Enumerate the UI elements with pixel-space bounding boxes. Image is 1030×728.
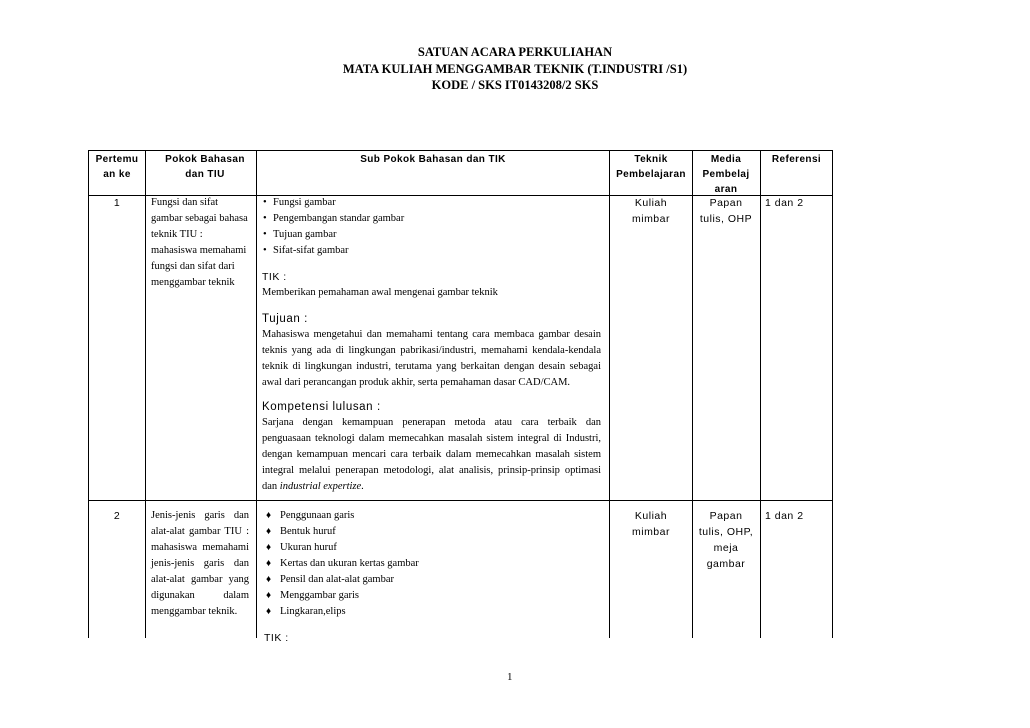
- row-1-media: Papan tulis, OHP: [699, 197, 753, 225]
- row-2-pokok: Jenis-jenis garis dan alat-alat gambar TIU : mahasiswa memahami jenis-jenis garis dan alat-alat gambar yang digunakan dalam menggambar teknik.: [151, 510, 249, 617]
- list-item: ♦ Ukuran huruf: [266, 540, 601, 556]
- list-item: ♦ Menggambar garis: [266, 588, 601, 604]
- list-item: ♦ Bentuk huruf: [266, 524, 601, 540]
- row-1-teknik: Kuliah mimbar: [631, 197, 670, 225]
- row-2-media: Papan tulis, OHP, meja gambar: [698, 510, 754, 570]
- list-item: • Tujuan gambar: [262, 227, 601, 243]
- row-1-kompetensi-text: Sarjana dengan kemampuan penerapan metoda atau cara terbaik dan penguasaan teknologi dalam memecahkan masalah sistem integral di Industri, dengan kemampuan mencari cara terbaik dalam memecahkan masalah sistem integral melalui penerapan metodologi, alat analisis, prinsip-prinsip optimasi dan industrial expertize.: [262, 417, 601, 492]
- row-1-number: 1: [113, 197, 121, 209]
- header-media: Media Pembelaj aran: [702, 154, 750, 195]
- list-item: ♦ Penggunaan garis: [266, 508, 601, 524]
- row-1-tujuan-text: Mahasiswa mengetahui dan memahami tentang cara membaca gambar desain teknis yang ada di lingkungan pabrikasi/industri, memahami kendala-kendala teknik di lingkungan industri, terutama yang berkaitan dengan desain sebagai awal dari perancangan produk akhir, serta pemahaman dasar CAD/CAM.: [262, 329, 601, 388]
- header-pertemuan: Pertemu an ke: [95, 154, 139, 180]
- row-1-tujuan-label: Tujuan :: [262, 313, 308, 325]
- row-2-number: 2: [113, 510, 121, 522]
- header-teknik: Teknik Pembelajaran: [616, 154, 686, 180]
- page-number: 1: [507, 671, 513, 683]
- document-title: SATUAN ACARA PERKULIAHAN: [417, 45, 613, 59]
- row-1-kompetensi-label: Kompetensi lulusan :: [262, 401, 381, 413]
- course-code: KODE / SKS IT0143208/2 SKS: [431, 78, 599, 92]
- row-2-referensi: 1 dan 2: [765, 510, 804, 522]
- row-1-tik-label: TIK :: [262, 271, 287, 283]
- row-1-sub-list: [262, 195, 601, 259]
- list-item: ♦ Lingkaran,elips: [266, 604, 601, 620]
- list-item: • Pengembangan standar gambar: [262, 211, 601, 227]
- row-2-teknik: Kuliah mimbar: [631, 510, 670, 538]
- row-2-sub: [264, 508, 601, 646]
- row-1-pokok: Fungsi dan sifat gambar sebagai bahasa teknik TIU : mahasiswa memahami fungsi dan sifat dari menggambar teknik: [151, 197, 248, 288]
- row-2-tik-label: TIK :: [264, 632, 289, 644]
- list-item: • Fungsi gambar: [262, 195, 601, 211]
- header-sub-pokok: Sub Pokok Bahasan dan TIK: [360, 154, 506, 165]
- header-referensi: Referensi: [771, 154, 822, 165]
- list-item: ♦ Kertas dan ukuran kertas gambar: [266, 556, 601, 572]
- row-1-sub: [262, 195, 601, 495]
- row-1-referensi: 1 dan 2: [765, 197, 804, 209]
- list-item: • Sifat-sifat gambar: [262, 243, 601, 259]
- header-pokok-bahasan: Pokok Bahasan dan TIU: [165, 154, 245, 180]
- course-title: MATA KULIAH MENGGAMBAR TEKNIK (T.INDUSTRI /S1): [342, 62, 688, 76]
- row-2-sub-list: [264, 508, 601, 620]
- row-1-tik-text: Memberikan pemahaman awal mengenai gambar teknik: [262, 287, 498, 298]
- list-item: ♦ Pensil dan alat-alat gambar: [266, 572, 601, 588]
